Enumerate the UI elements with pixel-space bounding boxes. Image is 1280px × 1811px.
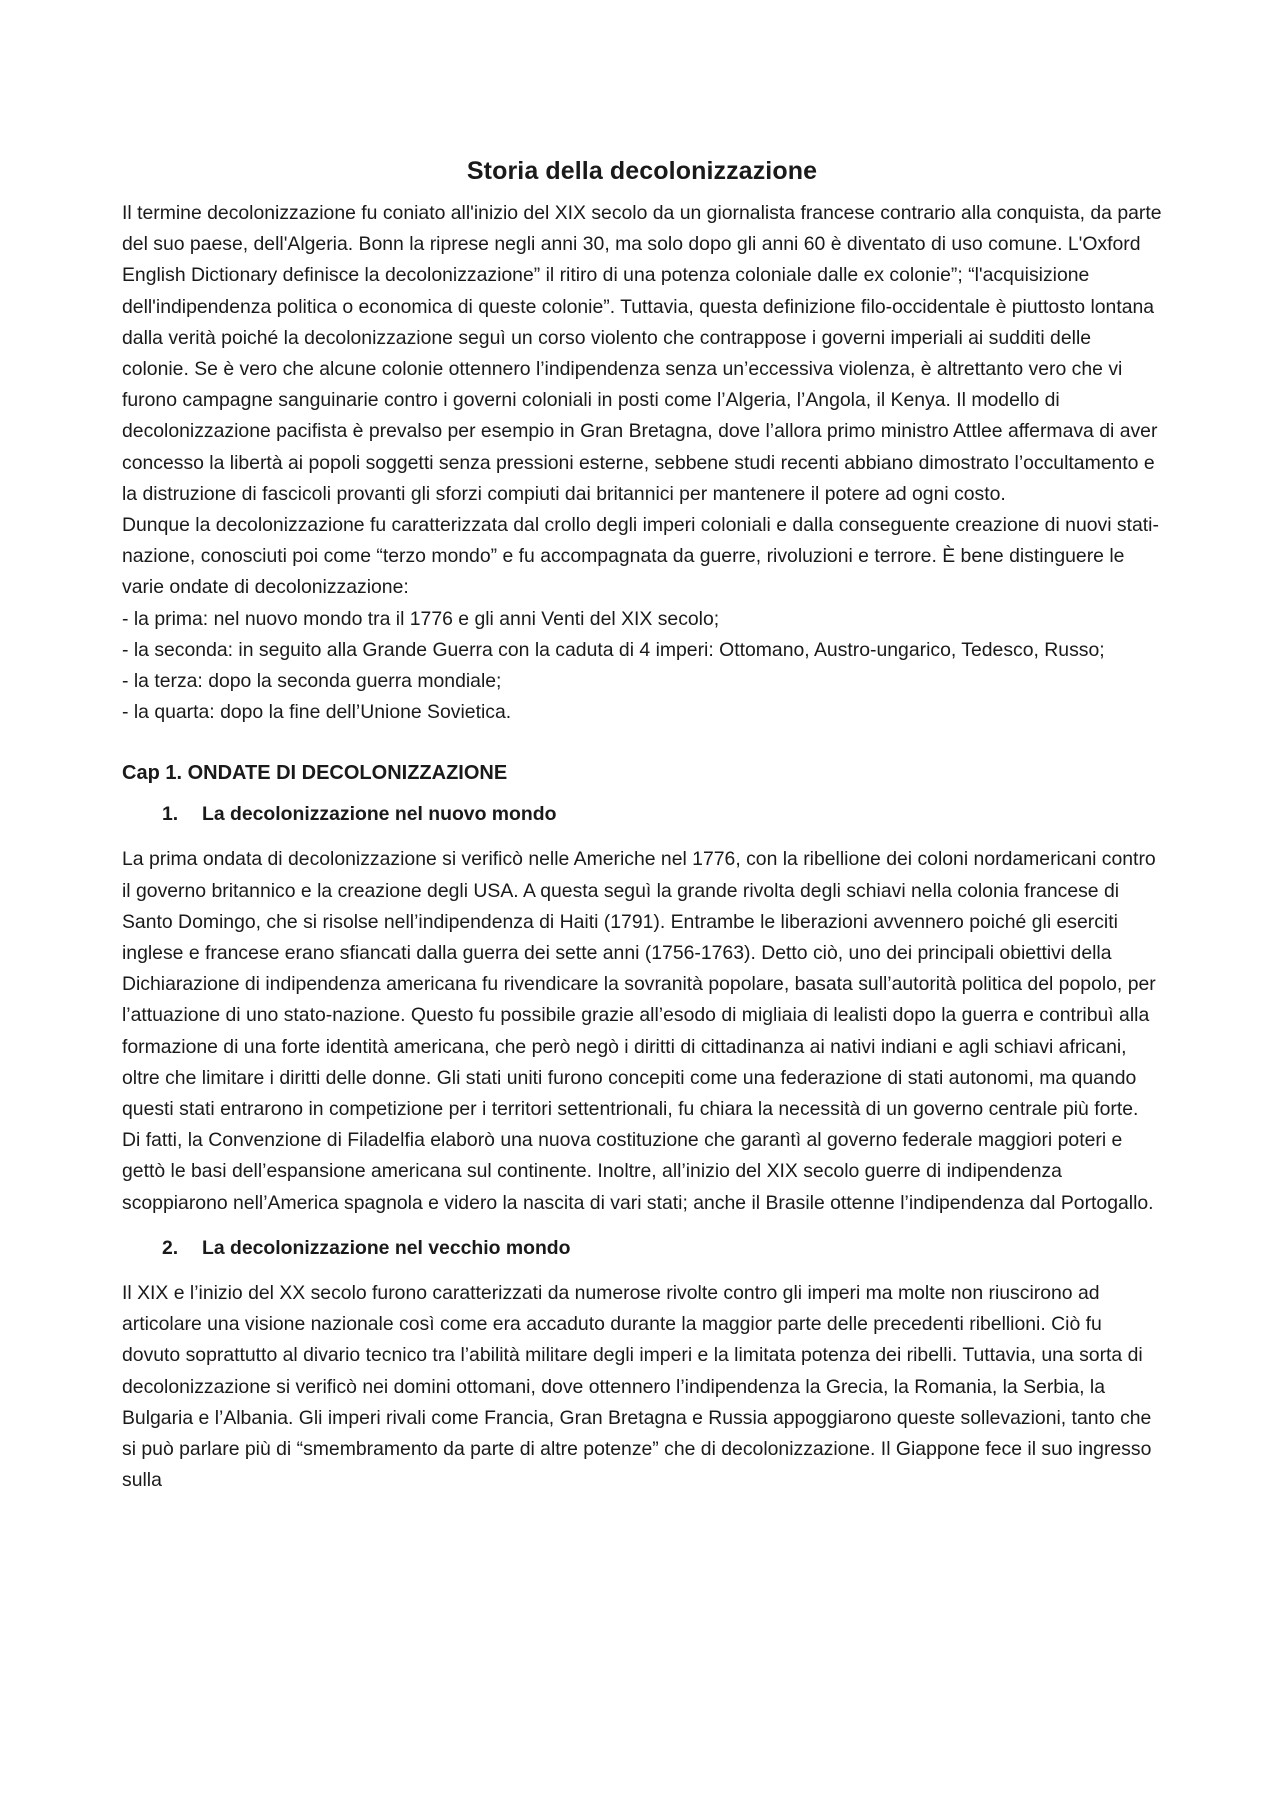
intro-paragraph-1: Il termine decolonizzazione fu coniato all'inizio del XIX secolo da un giornalista francese contrario alla conquista, da parte del suo paese, dell'Algeria. Bonn la riprese negli anni 30, ma solo dopo gli anni 60 è diventato di uso comune. L'Oxford English Dictionary definisce la decolonizzazione” il ritiro di una potenza coloniale dalle ex colonie”; “l'acquisizione dell'indipendenza politica o economica di queste colonie”. Tuttavia, questa definizione filo-occidentale è piuttosto lontana dalla verità poiché la decolonizzazione seguì un corso violento che contrappose i governi imperiali ai sudditi delle colonie. Se è vero che alcune colonie ottennero l’indipendenza senza un’eccessiva violenza, è altrettanto vero che vi furono campagne sanguinarie contro i governi coloniali in posti come l’Algeria, l’Angola, il Kenya. Il modello di decolonizzazione pacifista è prevalso per esempio in Gran Bretagna, dove l’allora primo ministro Attlee affermava di aver concesso la libertà ai popoli soggetti senza pressioni esterne, sebbene studi recenti abbiano dimostrato l’occultamento e la distruzione di fascicoli provanti gli sforzi compiuti dai britannici per mantenere il potere ad ogni costo. [122, 202, 1162, 505]
wave-item-3: - la terza: dopo la seconda guerra mondiale; [122, 670, 502, 693]
section-1-paragraph: La prima ondata di decolonizzazione si verificò nelle Americhe nel 1776, con la ribellione dei coloni nordamericani contro il governo britannico e la creazione degli USA. A questa seguì la grande rivolta degli schiavi nella colonia francese di Santo Domingo, che si risolse nell’indipendenza di Haiti (1791). Entrambe le liberazioni avvennero poiché gli eserciti inglese e francese erano sfiancati dalla guerra dei sette anni (1756-1763). Detto ciò, uno dei principali obiettivi della Dichiarazione di indipendenza americana fu rivendicare la sovranità popolare, basata sull’autorità politica del popolo, per l’attuazione di uno stato-nazione. Questo fu possibile grazie all’esodo di migliaia di lealisti dopo la guerra e contribuì alla formazione di una forte identità americana, che però negò i diritti di cittadinanza ai nativi indiani e agli schiavi africani, oltre che limitare i diritti delle donne. Gli stati uniti furono concepiti come una federazione di stati autonomi, ma quando questi stati entrarono in competizione per i territori settentrionali, fu chiara la necessità di un governo centrale più forte. Di fatti, la Convenzione di Filadelfia elaborò una nuova costituzione che garantì al governo federale maggiori poteri e gettò le basi dell’espansione americana sul continente. Inoltre, all’inizio del XIX secolo guerre di indipendenza scoppiarono nell’America spagnola e videro la nascita di vari stati; anche il Brasile ottenne l’indipendenza dal Portogallo. [122, 848, 1156, 1214]
section-1-number: 1. [162, 803, 179, 826]
section-2-number: 2. [162, 1236, 179, 1259]
section-2-heading-text: La decolonizzazione nel vecchio mondo [202, 1236, 571, 1259]
section-2-paragraph: Il XIX e l’inizio del XX secolo furono caratterizzati da numerose rivolte contro gli imperi ma molte non riuscirono ad articolare una visione nazionale così come era accaduto durante la maggior parte delle precedenti ribellioni. Ciò fu dovuto soprattutto al divario tecnico tra l’abilità militare degli imperi e la limitata potenza dei ribelli. Tuttavia, una sorta di decolonizzazione si verificò nei domini ottomani, dove ottennero l’indipendenza la Grecia, la Romania, la Serbia, la Bulgaria e l’Albania. Gli imperi rivali come Francia, Gran Bretagna e Russia appoggiarono queste sollevazioni, tanto che si può parlare più di “smembramento da parte di altre potenze” che di decolonizzazione. Il Giappone fece il suo ingresso sulla [122, 1281, 1152, 1492]
waves-list [122, 604, 1162, 729]
page-title: Storia della decolonizzazione [466, 157, 818, 185]
chapter-title: Cap 1. ONDATE DI DECOLONIZZAZIONE [122, 762, 508, 785]
wave-item-4: - la quarta: dopo la fine dell’Unione Sovietica. [122, 701, 512, 724]
section-2-heading [122, 1233, 1162, 1264]
wave-item-1: - la prima: nel nuovo mondo tra il 1776 e gli anni Venti del XIX secolo; [122, 607, 720, 630]
wave-item-2: - la seconda: in seguito alla Grande Guerra con la caduta di 4 imperi: Ottomano, Austro-ungarico, Tedesco, Russo; [122, 638, 1105, 661]
intro-paragraph-2: Dunque la decolonizzazione fu caratterizzata dal crollo degli imperi coloniali e dalla conseguente creazione di nuovi stati-nazione, conosciuti poi come “terzo mondo” e fu accompagnata da guerre, rivoluzioni e terrore. È bene distinguere le varie ondate di decolonizzazione: [122, 514, 1159, 599]
section-1-heading [122, 799, 1162, 830]
section-1-heading-text: La decolonizzazione nel nuovo mondo [202, 803, 557, 826]
